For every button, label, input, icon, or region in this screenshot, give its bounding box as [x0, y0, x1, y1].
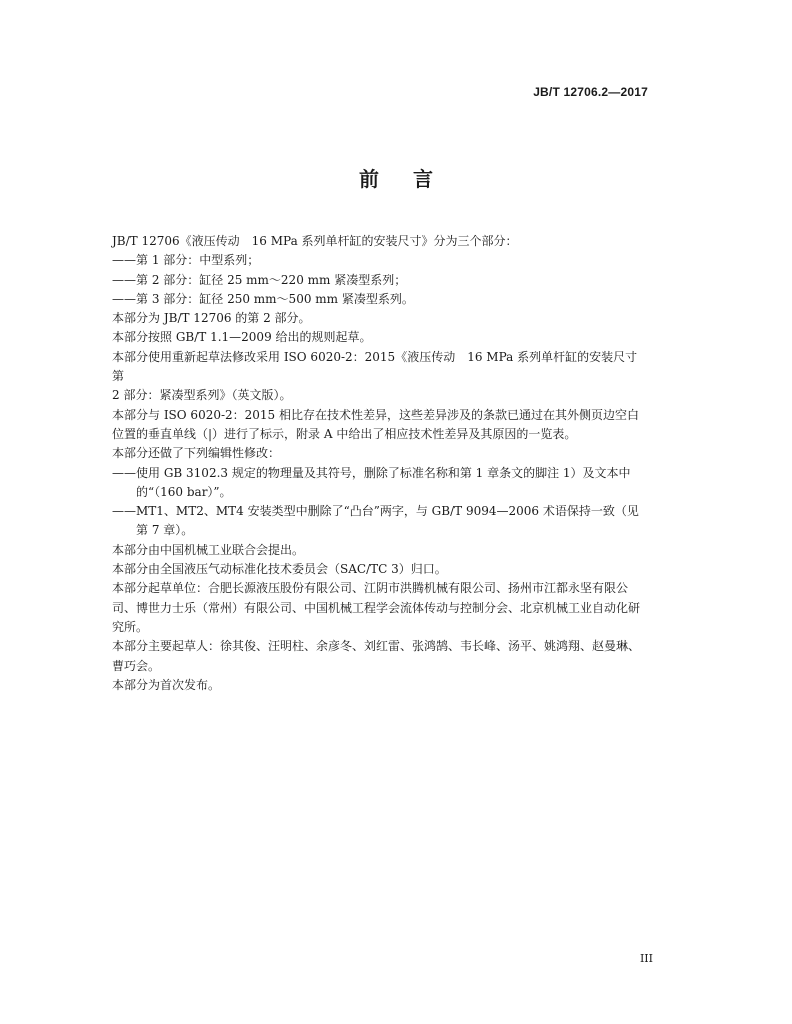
paragraph-parts-intro: JB/T 12706《液压传动 16 MPa 系列单杆缸的安装尺寸》分为三个部分：: [112, 234, 518, 248]
document-number: JB/T 12706.2—2017: [533, 85, 648, 99]
list-item-text: 使用 GB 3102.3 规定的物理量及其符号，删除了标准名称和第 1 章条文的脚注 1）及文本中: [136, 465, 631, 480]
list-item-part-3: ——第 3 部分：缸径 250 mm～500 mm 紧凑型系列。: [112, 291, 414, 306]
list-item-continuation: 第 7 章）。: [136, 523, 194, 538]
paragraph-line: 本部分起草单位：合肥长源液压股份有限公司、江阴市洪腾机械有限公司、扬州市江都永坚有限公: [112, 581, 629, 596]
paragraph-part-statement: 本部分为 JB/T 12706 的第 2 部分。: [112, 311, 311, 326]
paragraph-proposed-by: 本部分由中国机械工业联合会提出。: [112, 542, 305, 557]
paragraph-iso-adoption: [112, 348, 656, 406]
list-item-editorial-2: [112, 502, 656, 541]
paragraph-line: 本部分与 ISO 6020-2：2015 相比存在技术性差异，这些差异涉及的条款已通过在其外侧页边空白: [112, 407, 640, 422]
page-title: [0, 163, 792, 192]
paragraph-line: 究所。: [112, 619, 149, 634]
paragraph-drafters: [112, 637, 656, 676]
paragraph-line: 位置的垂直单线（|）进行了标示，附录 A 中给出了相应技术性差异及其原因的一览表。: [112, 426, 577, 441]
paragraph-line: 2 部分：紧凑型系列》（英文版）。: [112, 388, 292, 403]
page-number: III: [639, 952, 653, 965]
paragraph-under-jurisdiction: 本部分由全国液压气动标准化技术委员会（SAC/TC 3）归口。: [112, 562, 447, 577]
dash-marker: ——: [112, 504, 136, 519]
list-item-text: MT1、MT2、MT4 安装类型中删除了“凸台”两字，与 GB/T 9094—2006 术语保持一致（见: [136, 504, 639, 519]
dash-marker: ——: [112, 465, 136, 480]
paragraph-line: 本部分主要起草人：徐其俊、汪明柱、余彦冬、刘红雷、张鸿鹄、韦长峰、汤平、姚鸿翔、赵曼琳、: [112, 639, 641, 654]
list-item-editorial-1: [112, 464, 656, 503]
list-item-continuation: 的“（160 bar）”。: [136, 484, 232, 499]
paragraph-first-release: 本部分为首次发布。: [112, 677, 221, 692]
paragraph-line: 曹巧会。: [112, 658, 161, 673]
title-char-1: 前: [359, 167, 379, 191]
foreword-body: [112, 232, 656, 695]
list-item-part-1: ——第 1 部分：中型系列；: [112, 253, 260, 268]
paragraph-drafting-rules: 本部分按照 GB/T 1.1—2009 给出的规则起草。: [112, 330, 372, 345]
title-char-2: 言: [413, 167, 433, 191]
paragraph-technical-differences: [112, 406, 656, 445]
paragraph-editorial-changes: 本部分还做了下列编辑性修改：: [112, 446, 281, 461]
paragraph-drafting-units: [112, 579, 656, 637]
paragraph-line: 司、博世力士乐（常州）有限公司、中国机械工程学会流体传动与控制分会、北京机械工业自动化研: [112, 600, 641, 615]
paragraph-line: 本部分使用重新起草法修改采用 ISO 6020-2：2015《液压传动 16 MPa 系列单杆缸的安装尺寸 第: [112, 349, 650, 384]
list-item-part-2: ——第 2 部分：缸径 25 mm～220 mm 紧凑型系列；: [112, 272, 407, 287]
